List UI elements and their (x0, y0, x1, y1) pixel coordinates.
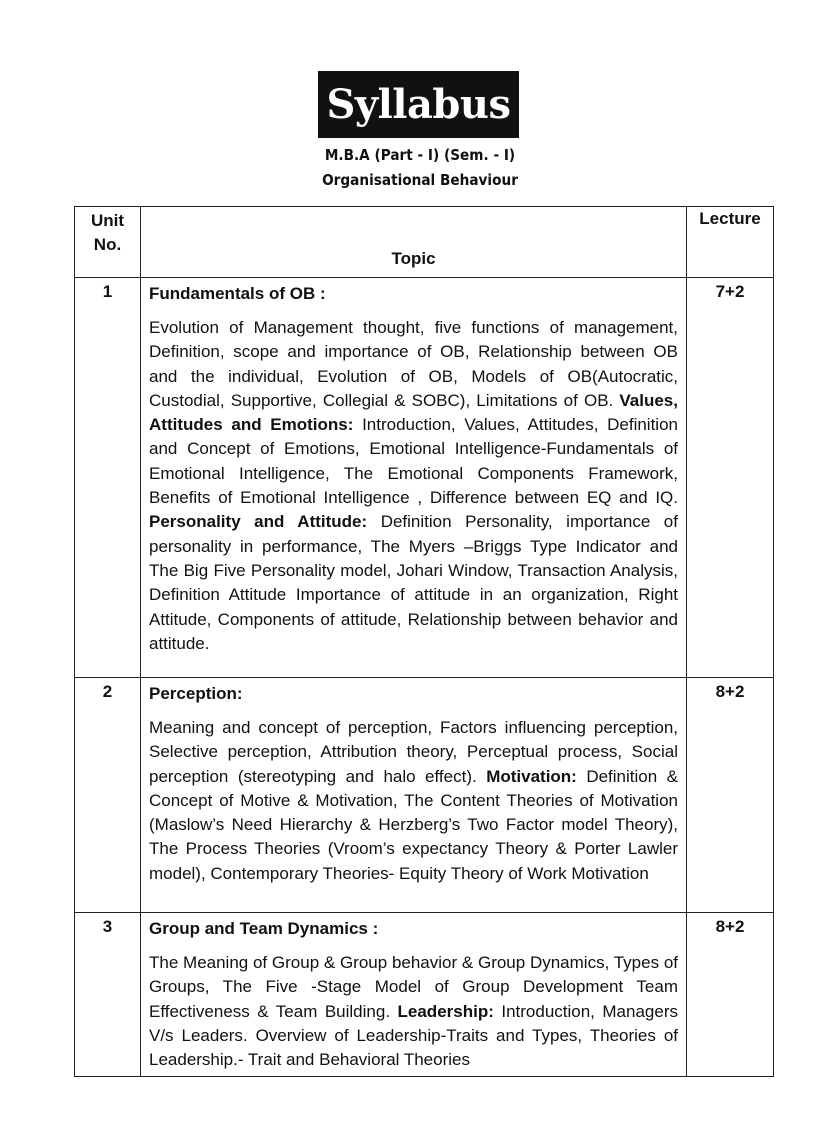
topic-text: Meaning and concept of perception, Factors influencing perception, Selective perception, Attribution theory, Perceptual process, Social perception (stereotyping and halo effect). (149, 718, 678, 786)
header-lecture: Lecture (687, 207, 774, 278)
lecture-count: 8+2 (687, 913, 774, 1077)
topic-text: Definition Personality, importance of personality in performance, The Myers –Briggs Type Indicator and The Big Five Personality model, Johari Window, Transaction Analysis, Definition Attitude Importance of attitude in an organization, Right Attitude, Components of attitude, Relationship between behavior and attitude. (149, 512, 678, 653)
topic-subheading: Motivation: (486, 766, 577, 786)
topic-text: Evolution of Management thought, five functions of management, Definition, scope and importance of OB, Relationship between OB and the individual, Evolution of OB, Models of OB(Autocratic, Custodial, Supportive, Collegial & SOBC), Limitations of OB. (149, 318, 678, 410)
course-subtitle: M.B.A (Part - I) (Sem. - I) (324, 146, 516, 164)
syllabus-title: Syllabus (318, 71, 519, 138)
table-row (75, 913, 774, 1077)
topic-body (149, 716, 678, 886)
table-row (75, 278, 774, 678)
topic-text: Introduction, Managers V/s Leaders. Overview of Leadership-Traits and Types, Theories of Leadership.- Trait and Behavioral Theories (149, 1001, 678, 1070)
lecture-count: 8+2 (687, 678, 774, 913)
topic-subheading: Leadership: (397, 1001, 494, 1021)
topic-cell (141, 913, 687, 1077)
unit-number: 3 (75, 913, 141, 1077)
header-unit: Unit No. (75, 207, 141, 278)
topic-heading: Fundamentals of OB : (149, 284, 326, 303)
header-topic: Topic (141, 207, 687, 278)
topic-cell (141, 678, 687, 913)
topic-subheading: Personality and Attitude: (149, 512, 368, 532)
topic-text: Introduction, Values, Attitudes, Definition and Concept of Emotions, Emotional Intelligence-Fundamentals of Emotional Intelligence, The Emotional Components Framework, Benefits of Emotional Intelligence , Difference between EQ and IQ. (149, 415, 678, 508)
syllabus-table (74, 206, 774, 1077)
topic-heading: Group and Team Dynamics : (149, 919, 379, 938)
unit-number: 1 (75, 278, 141, 678)
topic-subheading: Values, Attitudes and Emotions: (149, 390, 678, 435)
lecture-count: 7+2 (687, 278, 774, 678)
topic-body (149, 951, 678, 1072)
table-header-row (75, 207, 774, 278)
topic-heading: Perception: (149, 684, 243, 703)
topic-cell (141, 278, 687, 678)
unit-number: 2 (75, 678, 141, 913)
topic-text: The Meaning of Group & Group behavior & Group Dynamics, Types of Groups, The Five -Stage Model of Group Development Team Effectiveness & Team Building. (149, 953, 678, 1021)
topic-text: Definition & Concept of Motive & Motivation, The Content Theories of Motivation (Maslow’s Need Hierarchy & Herzberg’s Two Factor model Theory), The Process Theories (Vroom’s expectancy Theory & Porter Lawler model), Contemporary Theories- Equity Theory of Work Motivation (149, 766, 678, 883)
topic-body (149, 316, 678, 656)
subject-title: Organisational Behaviour (322, 171, 518, 189)
table-row (75, 678, 774, 913)
